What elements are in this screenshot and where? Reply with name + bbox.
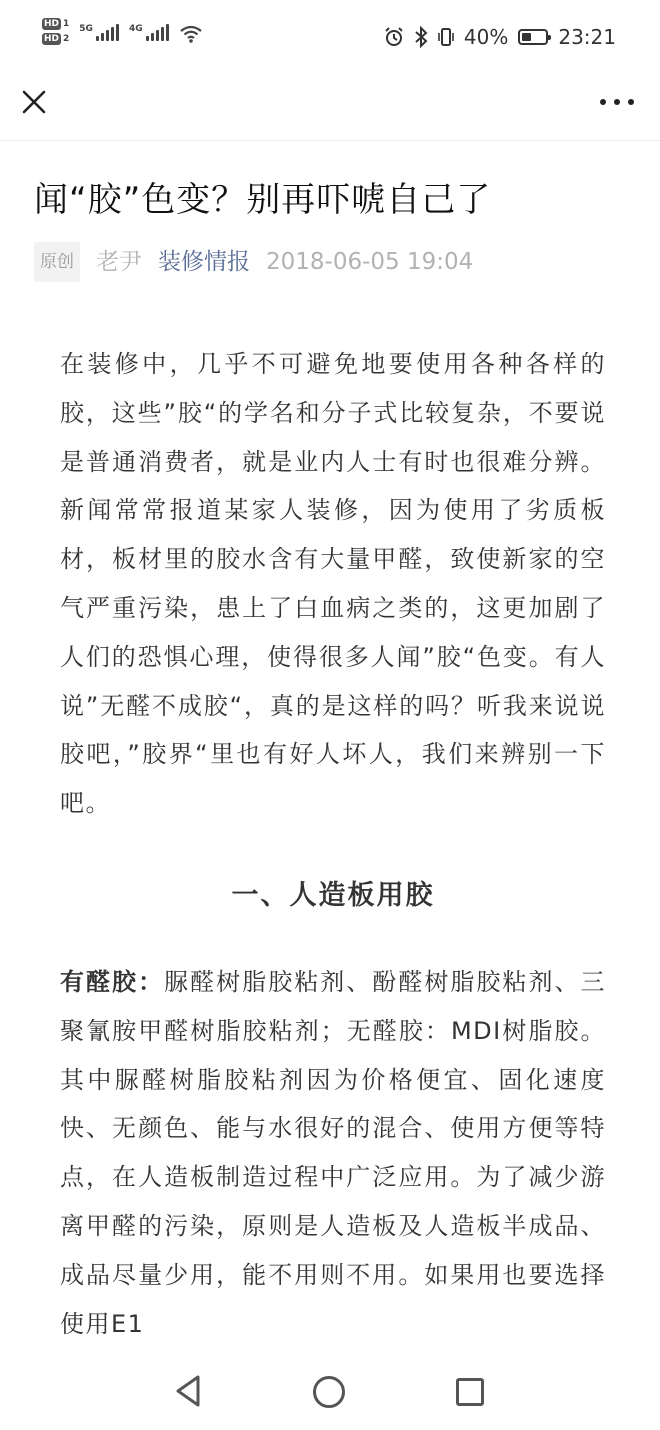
- status-right: [384, 24, 616, 50]
- close-icon[interactable]: [18, 86, 50, 118]
- signal-4g-icon: 4G: [129, 24, 169, 41]
- hd1-badge: HD 1: [44, 19, 70, 29]
- hd-indicators: [42, 18, 69, 45]
- paragraph-adhesives: [60, 958, 606, 1348]
- bluetooth-icon: [414, 26, 428, 48]
- alarm-icon: [384, 27, 404, 47]
- publish-date: 2018-06-05 19:04: [266, 249, 474, 275]
- more-dot-icon: [600, 99, 606, 105]
- clock: 23:21: [558, 25, 616, 49]
- paragraph-adhesives-text: 脲醛树脂胶粘剂、酚醛树脂胶粘剂、三聚氰胺甲醛树脂胶粘剂；无醛胶：MDI树脂胶。其中脲醛树脂胶粘剂因为价格便宜、固化速度快、无颜色、能与水很好的混合、使用方便等特点，在人造板制造过程中广泛应用。为了减少游离甲醛的污染，原则是人造板及人造板半成品、成品尽量少用，能不用则不用。如果用也要选择使用E1: [60, 967, 607, 1338]
- more-dot-icon: [614, 99, 620, 105]
- vibrate-icon: [438, 27, 454, 47]
- home-circle-icon[interactable]: [313, 1376, 345, 1408]
- wifi-icon: [179, 24, 203, 44]
- battery-icon: [518, 29, 548, 45]
- article-title: 闻“胶”色变？别再吓唬自己了: [34, 180, 492, 220]
- account-link[interactable]: 装修情报: [158, 249, 250, 275]
- paragraph-intro: 在装修中，几乎不可避免地要使用各种各样的胶，这些”胶“的学名和分子式比较复杂，不要说是普通消费者，就是业内人士有时也很难分辨。新闻常常报道某家人装修，因为使用了劣质板材，板材里的胶水含有大量甲醛，致使新家的空气严重污染，患上了白血病之类的，这更加剧了人们的恐惧心理，使得很多人闻”胶“色变。有人说”无醛不成胶“，真的是这样的吗？听我来说说胶吧，”胶界“里也有好人坏人，我们来辨别一下吧。: [60, 350, 606, 818]
- author-name: 老尹: [96, 249, 142, 275]
- original-badge: 原创: [34, 242, 80, 282]
- more-dot-icon: [628, 99, 634, 105]
- signal-5g-icon: 5G: [79, 24, 119, 41]
- article-nav-bar: [0, 72, 660, 141]
- article-meta: [34, 242, 626, 282]
- more-options-button[interactable]: [600, 90, 634, 114]
- article-content: [60, 340, 606, 1348]
- battery-percent: 40%: [463, 25, 509, 49]
- bold-lead: 有醛胶：: [60, 967, 165, 996]
- hd2-badge: HD 2: [44, 34, 70, 44]
- status-bar: [0, 0, 660, 72]
- system-nav-bar: [0, 1356, 660, 1430]
- status-left: [42, 18, 203, 58]
- back-triangle-icon[interactable]: [174, 1374, 202, 1408]
- article-header: [34, 140, 626, 282]
- recent-square-icon[interactable]: [456, 1378, 484, 1406]
- section-heading: 一、人造板用胶: [231, 879, 435, 911]
